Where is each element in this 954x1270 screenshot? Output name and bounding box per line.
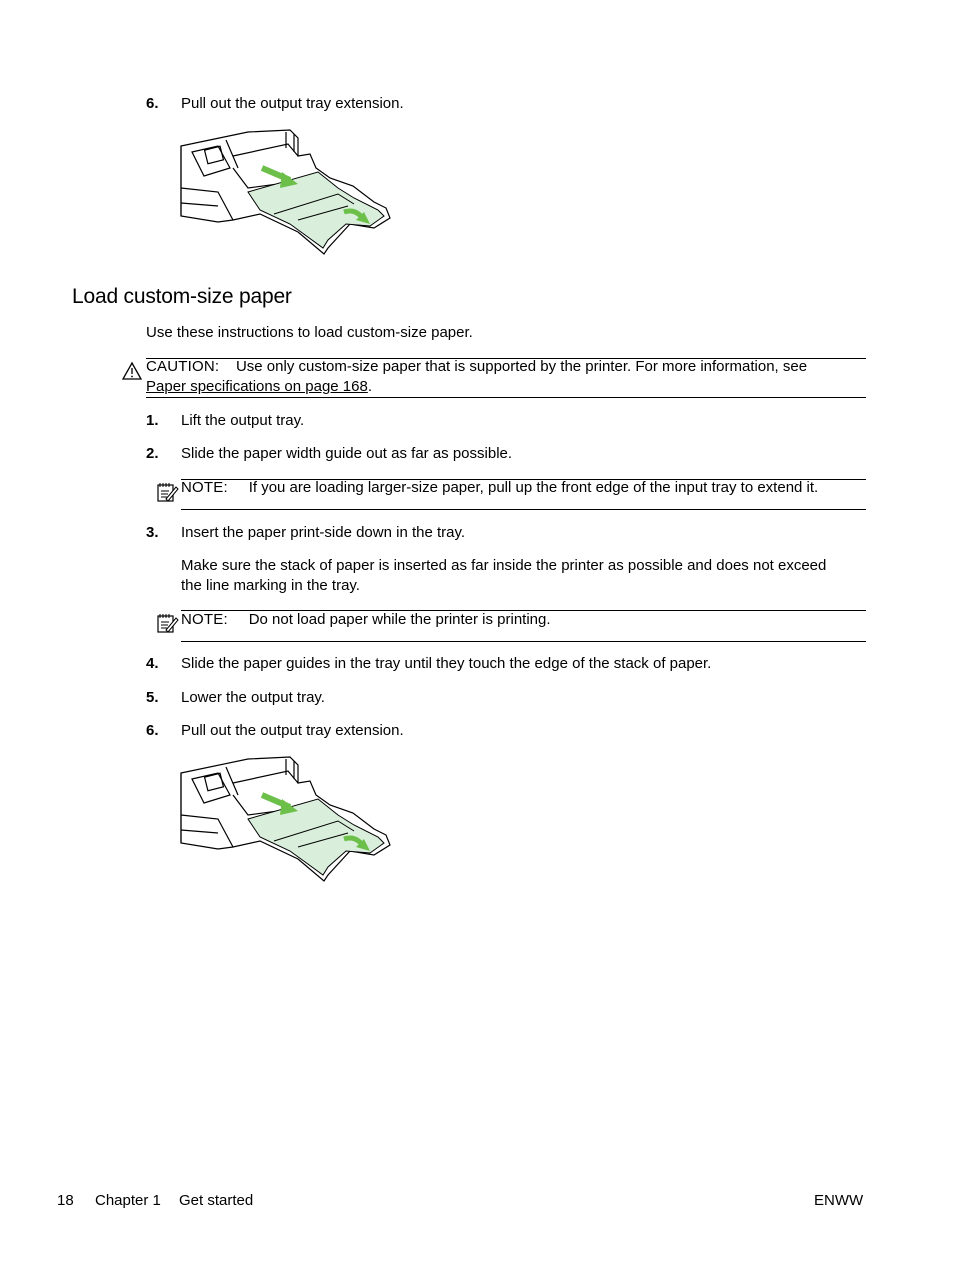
footer-enww: ENWW bbox=[814, 1192, 864, 1209]
step-number: 6. bbox=[146, 722, 159, 739]
caution-period: . bbox=[367, 378, 372, 395]
step-number: 3. bbox=[146, 524, 159, 541]
caution-triangle-icon bbox=[121, 361, 143, 381]
step-text: Slide the paper guides in the tray until they touch the edge of the stack of paper. bbox=[181, 655, 712, 672]
note-label: NOTE: bbox=[181, 611, 228, 628]
step-text: Pull out the output tray extension. bbox=[181, 95, 404, 112]
step-number: 2. bbox=[146, 445, 159, 462]
note-block bbox=[181, 478, 818, 498]
step-number: 4. bbox=[146, 655, 159, 672]
section-heading: Load custom-size paper bbox=[72, 285, 292, 308]
footer-chapter: Chapter 1 bbox=[95, 1192, 161, 1209]
note-bottom-rule bbox=[181, 509, 866, 510]
step-text: Insert the paper print-side down in the tray. bbox=[181, 524, 466, 541]
page-number: 18 bbox=[57, 1192, 74, 1209]
footer-chapter-title: Get started bbox=[179, 1192, 254, 1209]
step-text: Lower the output tray. bbox=[181, 689, 325, 706]
caution-bottom-rule bbox=[146, 397, 866, 398]
paper-specifications-link[interactable]: Paper specifications on page 168 bbox=[146, 378, 368, 395]
step-number: 6. bbox=[146, 95, 159, 112]
step-text: Lift the output tray. bbox=[181, 412, 305, 429]
note-block bbox=[181, 610, 551, 630]
note-icon bbox=[156, 612, 180, 634]
intro-text: Use these instructions to load custom-size paper. bbox=[146, 324, 473, 341]
note-text: If you are loading larger-size paper, pull up the front edge of the input tray to extend it. bbox=[248, 479, 819, 496]
note-label: NOTE: bbox=[181, 479, 228, 496]
caution-label: CAUTION: bbox=[146, 358, 220, 375]
step-text: Slide the paper width guide out as far as possible. bbox=[181, 445, 513, 462]
printer-tray-illustration bbox=[178, 755, 394, 887]
note-text: Do not load paper while the printer is printing. bbox=[248, 611, 551, 628]
step-text: Pull out the output tray extension. bbox=[181, 722, 404, 739]
step-detail-text: Make sure the stack of paper is inserted as far inside the printer as possible and does not exceed the line marking in the tray. bbox=[181, 557, 827, 594]
note-icon bbox=[156, 481, 180, 503]
printer-tray-illustration bbox=[178, 128, 394, 260]
step-number: 1. bbox=[146, 412, 159, 429]
note-bottom-rule bbox=[181, 641, 866, 642]
caution-text: Use only custom-size paper that is supported by the printer. For more information, see bbox=[235, 358, 808, 375]
caution-block bbox=[146, 357, 866, 397]
step-number: 5. bbox=[146, 689, 159, 706]
